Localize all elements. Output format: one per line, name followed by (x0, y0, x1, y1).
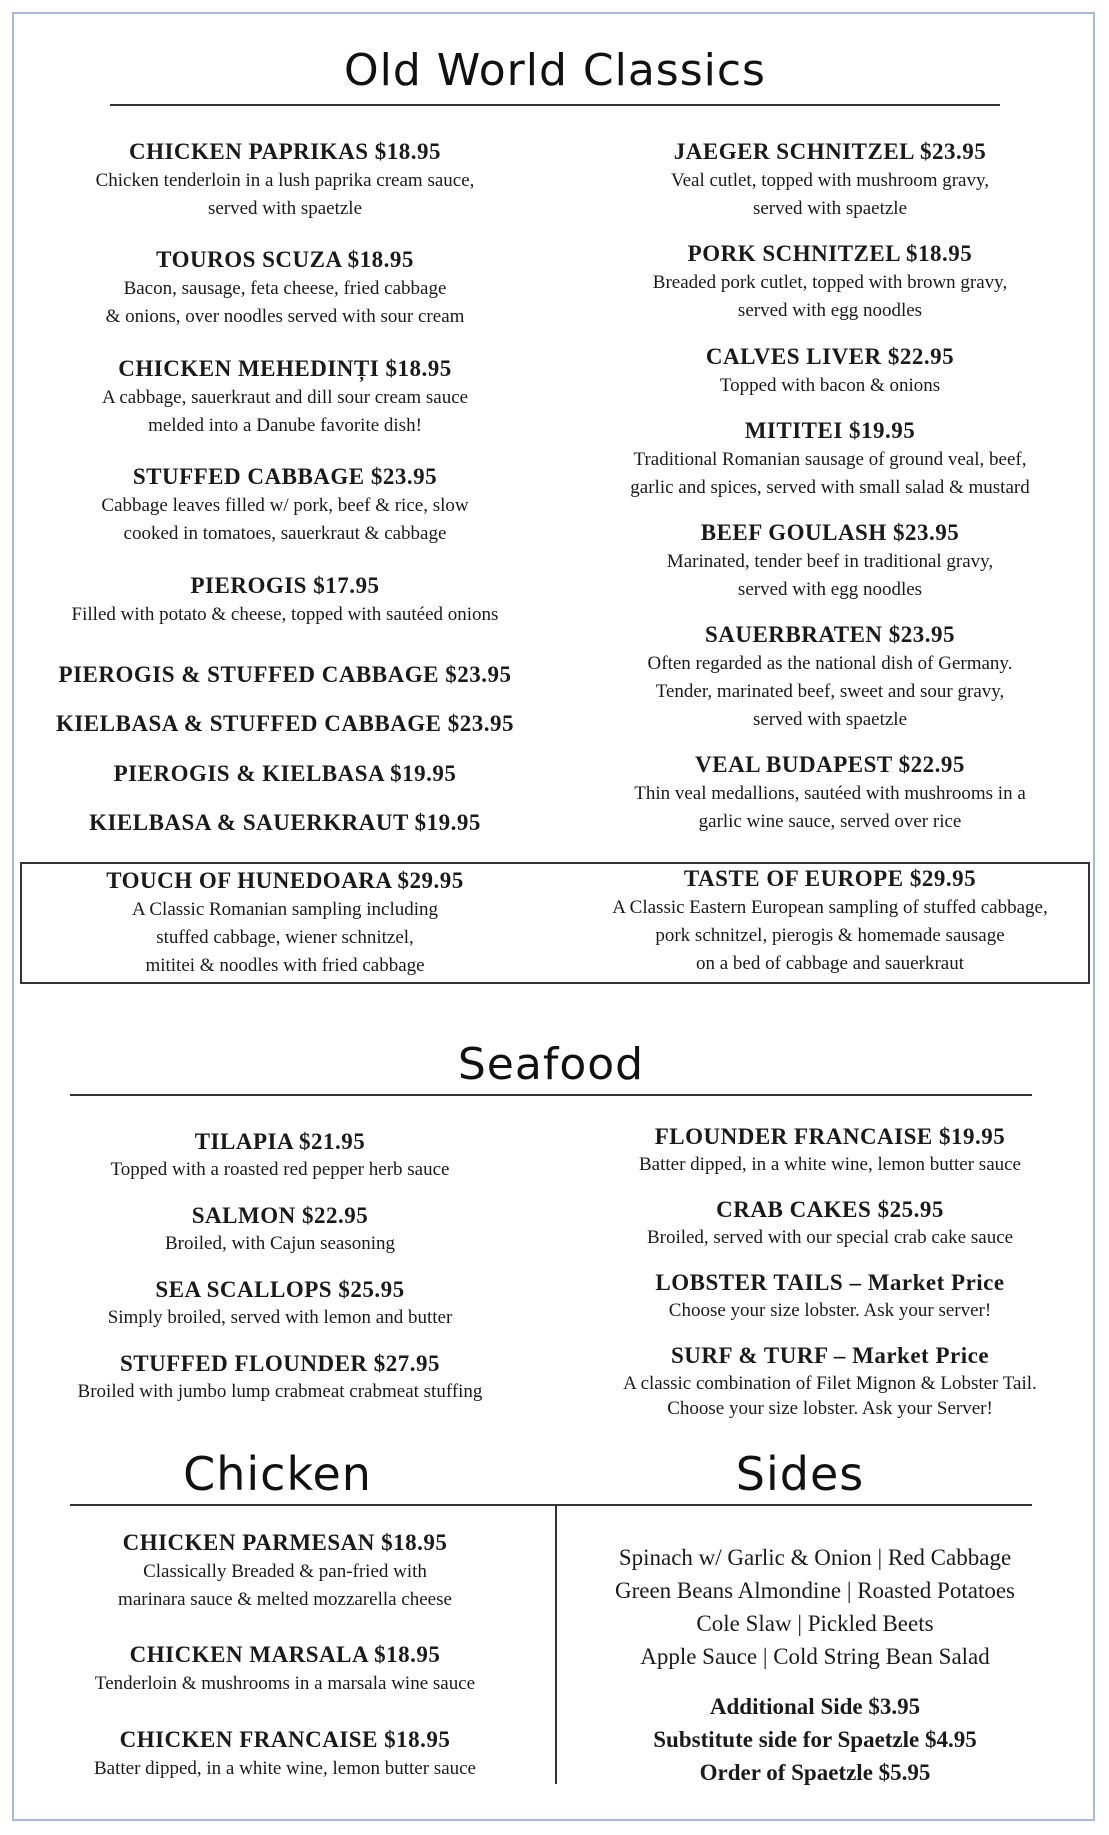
item-name: TOUCH OF HUNEDOARA $29.95 (106, 868, 464, 893)
item-name: TILAPIA $21.95 (194, 1129, 366, 1154)
item-description: Topped with a roasted red pepper herb sauce (110, 1159, 450, 1180)
menu-item-veal-budapest-22-95 (575, 750, 1085, 836)
item-name: CRAB CAKES $25.95 (716, 1197, 944, 1222)
menu-item-touch-of-hunedoara-29-95 (30, 866, 540, 980)
item-name: CHICKEN PAPRIKAS $18.95 (128, 139, 441, 164)
item-description: cooked in tomatoes, sauerkraut & cabbage (123, 523, 447, 544)
item-description: Batter dipped, in a white wine, lemon butter sauce (94, 1758, 476, 1779)
side-extra-price: Order of Spaetzle $5.95 (699, 1760, 931, 1785)
menu-item-jaeger-schnitzel-23-95 (575, 137, 1085, 223)
menu-item-flounder-francaise-19-95 (575, 1122, 1085, 1177)
item-description: A cabbage, sauerkraut and dill sour cream sauce (101, 387, 469, 408)
side-option-line: Green Beans Almondine | Roasted Potatoes (614, 1578, 1015, 1603)
item-name: SURF & TURF – Market Price (670, 1343, 990, 1368)
item-name: SEA SCALLOPS $25.95 (155, 1277, 405, 1302)
item-name: BEEF GOULASH $23.95 (700, 520, 960, 545)
item-name: CHICKEN MARSALA $18.95 (129, 1642, 441, 1667)
item-description: Tender, marinated beef, sweet and sour gravy, (655, 681, 1005, 702)
side-extra-price: Additional Side $3.95 (709, 1694, 921, 1719)
item-description: Broiled, served with our special crab cake sauce (646, 1227, 1014, 1248)
item-description: Marinated, tender beef in traditional gravy, (666, 551, 994, 572)
menu-item-pierogis-17-95 (30, 571, 540, 629)
menu-item-mititei-19-95 (575, 416, 1085, 502)
item-description: Tenderloin & mushrooms in a marsala wine sauce (94, 1673, 476, 1694)
item-name: VEAL BUDAPEST $22.95 (695, 752, 965, 777)
item-name: STUFFED CABBAGE $23.95 (132, 464, 438, 489)
menu-item-touros-scuza-18-95 (30, 245, 540, 331)
item-description: Classically Breaded & pan-fried with (143, 1561, 427, 1582)
menu-item-kielbasa-stuffed-cabbage-23-95 (30, 709, 540, 739)
menu-item-sea-scallops-25-95 (40, 1275, 520, 1330)
item-description: served with spaetzle (752, 709, 908, 730)
item-description: Choose your size lobster. Ask your Server! (667, 1398, 993, 1419)
menu-item-stuffed-flounder-27-95 (40, 1349, 520, 1404)
item-description: Veal cutlet, topped with mushroom gravy, (670, 170, 989, 191)
menu-item-taste-of-europe-29-95 (575, 864, 1085, 978)
side-option-line: Apple Sauce | Cold String Bean Salad (640, 1644, 990, 1669)
item-description: Traditional Romanian sausage of ground veal, beef, (633, 449, 1027, 470)
item-description: Breaded pork cutlet, topped with brown gravy, (652, 272, 1008, 293)
item-description: Choose your size lobster. Ask your server! (668, 1300, 992, 1321)
item-description: Often regarded as the national dish of Germany. (647, 653, 1013, 674)
side-option-line: Cole Slaw | Pickled Beets (696, 1611, 934, 1636)
side-option-line: Spinach w/ Garlic & Onion | Red Cabbage (618, 1545, 1012, 1570)
menu-item-chicken-parmesan-18-95 (40, 1528, 530, 1614)
menu-item-pork-schnitzel-18-95 (575, 239, 1085, 325)
menu-item-sauerbraten-23-95 (575, 620, 1085, 734)
item-name: STUFFED FLOUNDER $27.95 (119, 1351, 441, 1376)
item-description: stuffed cabbage, wiener schnitzel, (156, 927, 414, 948)
item-name: CHICKEN FRANCAISE $18.95 (119, 1727, 451, 1752)
item-description: A Classic Romanian sampling including (131, 899, 439, 920)
item-description: garlic wine sauce, served over rice (698, 811, 962, 832)
item-description: Thin veal medallions, sautéed with mushrooms in a (634, 783, 1026, 804)
menu-item-chicken-mehedin-i-18-95 (30, 354, 540, 440)
item-name: PIEROGIS & KIELBASA $19.95 (113, 761, 457, 786)
item-name: SALMON $22.95 (191, 1203, 369, 1228)
menu-item-chicken-francaise-18-95 (40, 1725, 530, 1783)
item-description: Broiled, with Cajun seasoning (164, 1233, 396, 1254)
item-description: Filled with potato & cheese, topped with sautéed onions (71, 604, 499, 625)
menu-item-lobster-tails-market-price (575, 1268, 1085, 1323)
item-name: PIEROGIS $17.95 (190, 573, 380, 598)
chicken-sides-rule (70, 1504, 1032, 1506)
item-name: CHICKEN MEHEDINȚI $18.95 (118, 356, 452, 381)
menu-item-crab-cakes-25-95 (575, 1195, 1085, 1250)
item-name: JAEGER SCHNITZEL $23.95 (673, 139, 987, 164)
menu-item-stuffed-cabbage-23-95 (30, 462, 540, 548)
item-description: mititei & noodles with fried cabbage (145, 955, 425, 976)
item-name: LOBSTER TAILS – Market Price (655, 1270, 1005, 1295)
item-name: KIELBASA & SAUERKRAUT $19.95 (89, 810, 481, 835)
item-description: on a bed of cabbage and sauerkraut (696, 953, 964, 974)
menu-item-tilapia-21-95 (40, 1127, 520, 1182)
item-description: served with egg noodles (737, 300, 923, 321)
item-name: FLOUNDER FRANCAISE $19.95 (654, 1124, 1006, 1149)
seafood-rule (70, 1094, 1032, 1096)
seafood-title: Seafood (457, 1039, 645, 1090)
item-description: Chicken tenderloin in a lush paprika cream sauce, (95, 170, 475, 191)
item-description: pork schnitzel, pierogis & homemade sausage (655, 925, 1005, 946)
item-name: PIEROGIS & STUFFED CABBAGE $23.95 (58, 662, 512, 687)
item-name: PORK SCHNITZEL $18.95 (687, 241, 973, 266)
item-description: & onions, over noodles served with sour cream (105, 306, 465, 327)
menu-item-chicken-marsala-18-95 (40, 1640, 530, 1698)
item-description: marinara sauce & melted mozzarella cheese (118, 1589, 452, 1610)
item-name: TASTE OF EUROPE $29.95 (683, 866, 977, 891)
item-name: KIELBASA & STUFFED CABBAGE $23.95 (55, 711, 515, 736)
item-name: CHICKEN PARMESAN $18.95 (122, 1530, 448, 1555)
old-world-title: Old World Classics (344, 45, 766, 96)
menu-item-pierogis-kielbasa-19-95 (30, 759, 540, 789)
chicken-sides-divider (555, 1504, 557, 1784)
item-name: SAUERBRATEN $23.95 (704, 622, 956, 647)
item-description: garlic and spices, served with small salad & mustard (630, 477, 1030, 498)
item-description: served with egg noodles (737, 579, 923, 600)
item-description: Broiled with jumbo lump crabmeat crabmeat stuffing (77, 1381, 483, 1402)
menu-item-chicken-paprikas-18-95 (30, 137, 540, 223)
side-extra-price: Substitute side for Spaetzle $4.95 (653, 1727, 977, 1752)
item-name: TOUROS SCUZA $18.95 (156, 247, 414, 272)
old-world-rule (110, 104, 1000, 106)
menu-item-salmon-22-95 (40, 1201, 520, 1256)
item-description: Bacon, sausage, feta cheese, fried cabbage (123, 278, 447, 299)
chicken-title: Chicken (183, 1447, 372, 1501)
item-description: served with spaetzle (207, 198, 363, 219)
item-description: Batter dipped, in a white wine, lemon butter sauce (639, 1154, 1021, 1175)
menu-item-calves-liver-22-95 (575, 342, 1085, 400)
menu-item-surf-turf-market-price (575, 1341, 1085, 1421)
item-name: CALVES LIVER $22.95 (705, 344, 955, 369)
item-description: Topped with bacon & onions (719, 375, 941, 396)
item-description: A classic combination of Filet Mignon & Lobster Tail. (623, 1373, 1037, 1394)
item-name: MITITEI $19.95 (744, 418, 916, 443)
item-description: served with spaetzle (752, 198, 908, 219)
item-description: A Classic Eastern European sampling of stuffed cabbage, (612, 897, 1048, 918)
sides-title: Sides (735, 1447, 865, 1501)
item-description: melded into a Danube favorite dish! (148, 415, 422, 436)
menu-item-kielbasa-sauerkraut-19-95 (30, 808, 540, 838)
item-description: Cabbage leaves filled w/ pork, beef & rice, slow (101, 495, 469, 516)
menu-item-beef-goulash-23-95 (575, 518, 1085, 604)
item-description: Simply broiled, served with lemon and butter (107, 1307, 453, 1328)
menu-item-pierogis-stuffed-cabbage-23-95 (30, 660, 540, 690)
